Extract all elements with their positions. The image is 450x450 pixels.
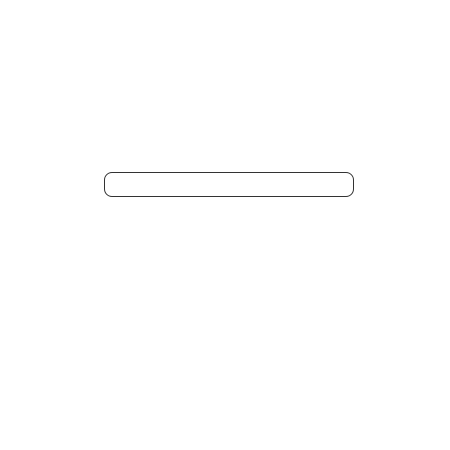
rule-box bbox=[104, 172, 354, 197]
